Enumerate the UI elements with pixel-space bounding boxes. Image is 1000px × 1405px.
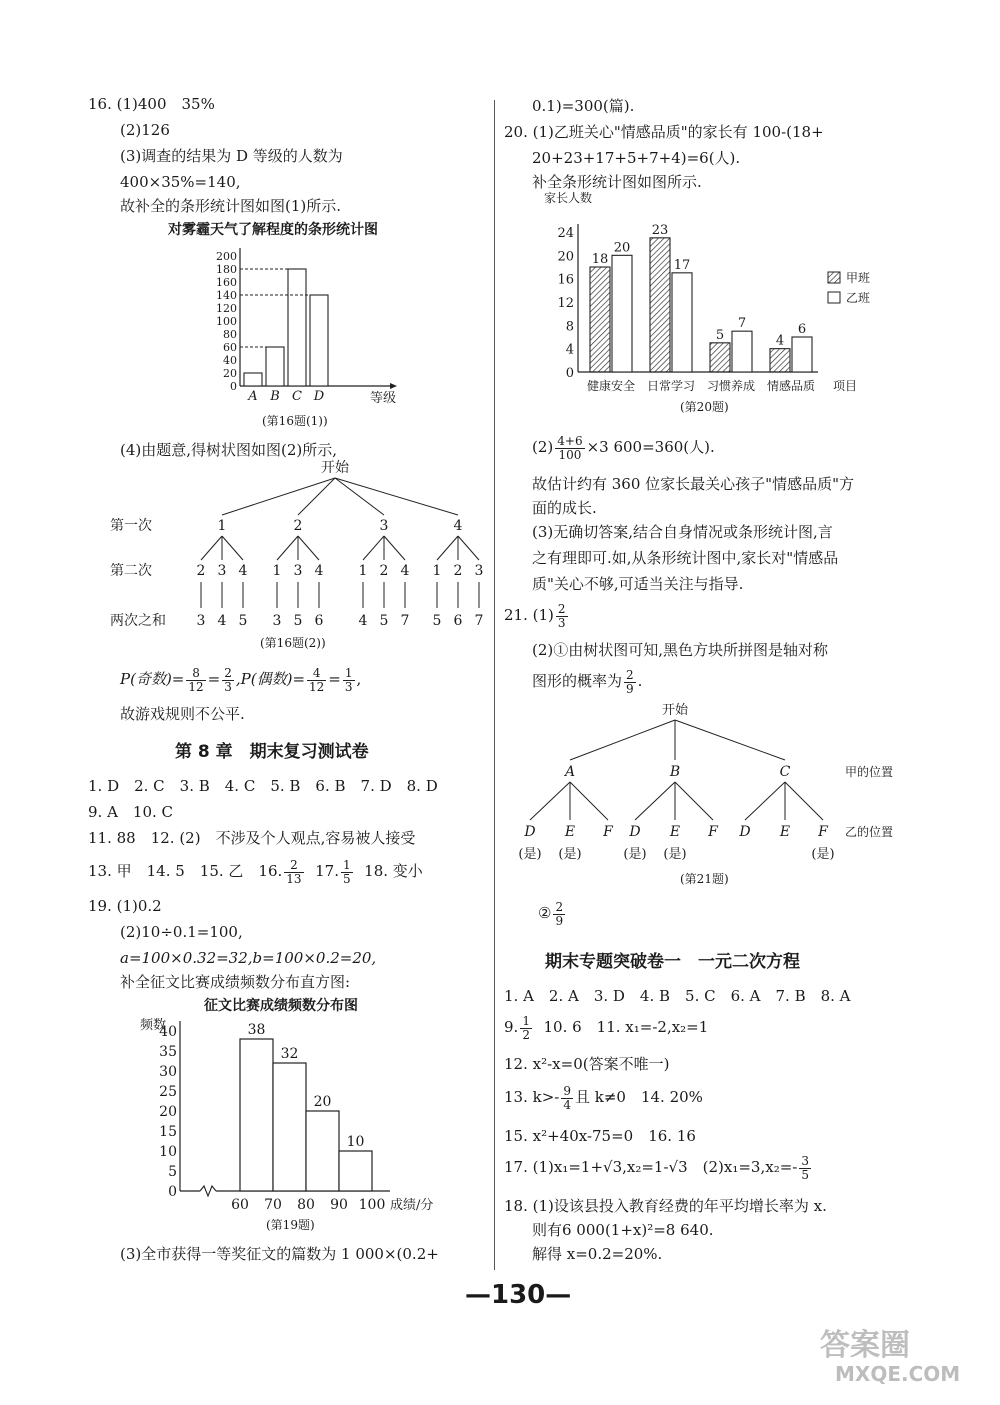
q16-line1: 16. (1)400 35% bbox=[88, 95, 215, 113]
tree21-svg bbox=[510, 700, 930, 870]
tree21-branch bbox=[570, 720, 675, 760]
y-tick-label: 8 bbox=[565, 319, 574, 335]
bar-value-label: 10 bbox=[346, 1134, 365, 1150]
x-tick-label: 习惯养成 bbox=[706, 379, 756, 393]
tree21-level2: F bbox=[818, 824, 828, 840]
frac-2-9b: $\frac{2}{9}$ bbox=[555, 899, 564, 928]
q20-line6: (3)无确切答案,结合自身情况或条形统计图,言 bbox=[532, 523, 833, 541]
x-tick-label: 90 bbox=[330, 1197, 348, 1213]
tree21-mark: (是) bbox=[663, 847, 687, 862]
bar-C bbox=[288, 269, 306, 386]
tree21-level1: A bbox=[564, 764, 576, 780]
prob-line: P(奇数)= $\frac{8}{12}$ = $\frac{2}{3}$ ,P(偶数)= $\frac{4}{12}$ = $\frac{1}{3}$ , bbox=[120, 665, 362, 694]
tree21-level1: B bbox=[669, 764, 681, 780]
bar-60-70 bbox=[240, 1039, 273, 1191]
tree21-mark: (是) bbox=[518, 847, 542, 862]
tree16-sub-branch bbox=[222, 536, 243, 560]
x-tick-label: A bbox=[248, 389, 258, 404]
q16-line3: (3)调查的结果为 D 等级的人数为 bbox=[120, 147, 343, 165]
tree16-first: 4 bbox=[453, 518, 463, 534]
sec-answers-5: 15. x²+40x-75=0 16. 16 bbox=[504, 1127, 696, 1145]
tree16-sum: 5 bbox=[432, 613, 442, 629]
tree16-svg bbox=[110, 460, 490, 635]
y-tick-label: 40 bbox=[223, 354, 237, 367]
tree21-root: 开始 bbox=[661, 703, 689, 718]
tree16-sum: 5 bbox=[293, 613, 303, 629]
frac-8-12: $\frac{8}{12}$ bbox=[188, 665, 204, 694]
q21-line4: ② $\frac{2}{9}$ bbox=[538, 899, 564, 928]
y-tick-label: 5 bbox=[168, 1164, 177, 1180]
tree16-sum: 5 bbox=[238, 613, 248, 629]
tree16-sum: 6 bbox=[453, 613, 463, 629]
y-tick-label: 60 bbox=[223, 341, 237, 354]
chart16-title: 对雾霾天气了解程度的条形统计图 bbox=[168, 222, 378, 238]
y-tick-label: 20 bbox=[557, 249, 574, 265]
frac-2-3: $\frac{2}{3}$ bbox=[224, 665, 232, 694]
column-divider bbox=[494, 100, 495, 1270]
q21-line1: 21. (1) $\frac{2}{3}$ bbox=[504, 601, 566, 630]
q19-line4: 补全征文比赛成绩频数分布直方图: bbox=[120, 973, 351, 991]
sec-answers-6: 17. (1)x₁=1+√3,x₂=1-√3 (2)x₁=3,x₂=- $\frac{3}{5}$ bbox=[504, 1153, 809, 1182]
bar-value-label: 23 bbox=[651, 222, 669, 238]
bar-value-label: 6 bbox=[797, 322, 807, 337]
tree16-sum: 3 bbox=[196, 613, 206, 629]
q16-line7: 故游戏规则不公平. bbox=[120, 705, 245, 723]
tree21-level2: E bbox=[564, 824, 576, 840]
hist-caption: (第19题) bbox=[266, 1218, 315, 1232]
y-tick-label: 0 bbox=[565, 366, 574, 381]
bar-乙班-2 bbox=[732, 331, 752, 372]
x-tick-label: 健康安全 bbox=[586, 379, 636, 393]
tree21-sub-branch bbox=[570, 782, 608, 820]
sec-answers-1: 1. A 2. A 3. D 4. B 5. C 6. A 7. B 8. A bbox=[504, 987, 851, 1005]
x-tick-label: 100 bbox=[358, 1197, 386, 1213]
q20-line2: 20+23+17+5+7+4)=6(人). bbox=[532, 149, 741, 167]
q16-line6: (4)由题意,得树状图如图(2)所示, bbox=[120, 441, 338, 459]
tree16-second: 2 bbox=[379, 563, 389, 579]
hist19-svg bbox=[140, 1015, 480, 1225]
bar-value-label: 20 bbox=[613, 240, 631, 256]
p-even-label: ,P(偶数)= bbox=[235, 670, 306, 688]
bar-value-label: 4 bbox=[775, 333, 785, 349]
tree16-second: 1 bbox=[432, 563, 442, 579]
q20-line8: 质"关心不够,可适当关注与指导. bbox=[532, 575, 744, 593]
ch8-answers-1: 1. D 2. C 3. B 4. C 5. B 6. B 7. D 8. D bbox=[88, 777, 438, 795]
tree16-second: 4 bbox=[314, 563, 324, 579]
bar-value-label: 20 bbox=[313, 1094, 332, 1110]
bar-value-label: 38 bbox=[247, 1022, 266, 1038]
tree16-sum: 7 bbox=[400, 613, 410, 629]
tree16-sub-branch bbox=[201, 536, 222, 560]
frac-4plus6-100: $\frac{4+6}{100}$ bbox=[557, 433, 583, 462]
tree16-sum: 3 bbox=[272, 613, 282, 629]
tree16-sum: 7 bbox=[474, 613, 484, 629]
x-axis-label: 等级 bbox=[370, 391, 397, 406]
bar-D bbox=[310, 295, 328, 386]
x-tick-label: 80 bbox=[297, 1197, 315, 1213]
bar-value-label: 7 bbox=[737, 316, 747, 332]
bar-A bbox=[244, 373, 262, 386]
frac-1-2: $\frac{1}{2}$ bbox=[522, 1013, 530, 1042]
tree16-sum: 6 bbox=[314, 613, 324, 629]
tree21-sub-branch bbox=[785, 782, 823, 820]
tree21-level1-label: 甲的位置 bbox=[845, 765, 894, 779]
x-tick-label: C bbox=[292, 389, 302, 404]
frac-1-3: $\frac{1}{3}$ bbox=[344, 665, 353, 694]
tree16-sub-branch bbox=[363, 536, 384, 560]
tree21-sub-branch bbox=[635, 782, 675, 820]
watermark-logo: 答案圈 bbox=[820, 1328, 910, 1363]
q21-line3: 图形的概率为 $\frac{2}{9}$ . bbox=[532, 667, 643, 696]
tree21-level2-label: 乙的位置 bbox=[845, 825, 894, 839]
y-tick-label: 15 bbox=[159, 1124, 177, 1140]
tree16-sum: 4 bbox=[358, 613, 368, 629]
bar-value-label: 17 bbox=[673, 257, 691, 273]
tree21-level2: E bbox=[779, 824, 791, 840]
x-axis-arrow bbox=[390, 383, 397, 389]
x-tick-label: D bbox=[313, 389, 325, 404]
y-tick-label: 120 bbox=[216, 302, 237, 315]
tree21-branch bbox=[675, 720, 785, 760]
y-tick-label: 24 bbox=[557, 226, 574, 241]
frac-4-12: $\frac{4}{12}$ bbox=[309, 665, 325, 694]
section-heading: 期末专题突破卷一 一元二次方程 bbox=[545, 952, 800, 972]
y-tick-label: 35 bbox=[159, 1044, 177, 1060]
y-tick-label: 180 bbox=[216, 263, 237, 276]
sec-answers-9: 解得 x=0.2=20%. bbox=[532, 1245, 663, 1263]
q20-line4: 故估计约有 360 位家长最关心孩子"情感品质"方 bbox=[532, 475, 854, 493]
y-tick-label: 200 bbox=[216, 250, 237, 263]
tree16-sub-branch bbox=[277, 536, 298, 560]
sec-answers-4: 13. k>- $\frac{9}{4}$ 且 k≠0 14. 20% bbox=[504, 1083, 703, 1112]
x-axis-label: 成绩/分 bbox=[390, 1198, 434, 1213]
frac-3-5: $\frac{3}{5}$ bbox=[801, 1153, 809, 1182]
sec-answers-3: 12. x²-x=0(答案不唯一) bbox=[504, 1055, 670, 1073]
x-tick-label: B bbox=[270, 389, 280, 404]
tree16-second: 1 bbox=[272, 563, 282, 579]
bar-80-90 bbox=[306, 1111, 339, 1191]
q16-line4: 400×35%=140, bbox=[120, 173, 241, 191]
q19-line3: a=100×0.32=32,b=100×0.2=20, bbox=[120, 949, 377, 967]
q20-line7: 之有理即可.如,从条形统计图中,家长对"情感品 bbox=[532, 549, 839, 567]
q19-line5: (3)全市获得一等奖征文的篇数为 1 000×(0.2+ bbox=[120, 1245, 439, 1263]
y-axis-label: 家长人数 bbox=[544, 191, 593, 205]
frac-2-9a: $\frac{2}{9}$ bbox=[626, 667, 634, 696]
legend-label: 甲班 bbox=[846, 271, 871, 285]
bar-B bbox=[266, 347, 284, 386]
q20-line5: 面的成长. bbox=[532, 499, 597, 517]
sec-answers-2: 9. $\frac{1}{2}$ 10. 6 11. x₁=-2,x₂=1 bbox=[504, 1013, 709, 1042]
r-line1: 0.1)=300(篇). bbox=[532, 97, 635, 115]
tree16-caption: (第16题(2)) bbox=[260, 636, 326, 650]
y-tick-label: 100 bbox=[216, 315, 237, 328]
q21-line2: (2)①由树状图可知,黑色方块所拼图是轴对称 bbox=[532, 641, 829, 659]
tree21-level2: F bbox=[708, 824, 718, 840]
tree21-sub-branch bbox=[530, 782, 570, 820]
bar-甲班-2 bbox=[710, 343, 730, 372]
tree16-sub-branch bbox=[458, 536, 479, 560]
legend-swatch bbox=[828, 272, 840, 283]
y-tick-label: 20 bbox=[159, 1104, 177, 1120]
tree16-second: 2 bbox=[453, 563, 463, 579]
tree16-first: 3 bbox=[379, 518, 389, 534]
tree21-level2: D bbox=[739, 824, 751, 840]
q19-line1: 19. (1)0.2 bbox=[88, 897, 162, 915]
tree21-mark: (是) bbox=[811, 847, 835, 862]
q16-line5: 故补全的条形统计图如图(1)所示. bbox=[120, 197, 342, 215]
q20-line3: 补全条形统计图如图所示. bbox=[532, 173, 702, 191]
y-tick-label: 30 bbox=[159, 1064, 177, 1080]
tree16-branch bbox=[222, 478, 335, 515]
tree21-mark: (是) bbox=[558, 847, 582, 862]
tree21-sub-branch bbox=[675, 782, 713, 820]
ch8-answers-2: 9. A 10. C bbox=[88, 803, 174, 821]
tree21-sub-branch bbox=[745, 782, 785, 820]
axis-break bbox=[200, 1186, 216, 1196]
x-tick-label: 70 bbox=[264, 1197, 282, 1213]
x-tick-label: 日常学习 bbox=[646, 379, 696, 393]
y-tick-label: 20 bbox=[223, 367, 237, 380]
bar-90-100 bbox=[339, 1151, 372, 1191]
tree16-sum: 5 bbox=[379, 613, 389, 629]
bar-乙班-1 bbox=[672, 273, 692, 372]
tree21-level1: C bbox=[779, 764, 791, 780]
frac-1-5: $\frac{1}{5}$ bbox=[342, 857, 351, 886]
q20-calc: (2) $\frac{4+6}{100}$ ×3 600=360(人). bbox=[532, 433, 715, 462]
tree16-second: 2 bbox=[196, 563, 206, 579]
page-number: —130— bbox=[465, 1280, 572, 1310]
legend-label: 乙班 bbox=[846, 291, 871, 305]
y-axis-label: 频数 bbox=[140, 1018, 167, 1033]
chart16-svg bbox=[200, 240, 420, 420]
tree16-row3-label: 两次之和 bbox=[110, 613, 166, 629]
frac-9-4: $\frac{9}{4}$ bbox=[563, 1083, 571, 1112]
y-tick-label: 160 bbox=[216, 276, 237, 289]
frac-2-3b: $\frac{2}{3}$ bbox=[557, 601, 566, 630]
tree16-branch bbox=[335, 478, 384, 515]
chart20-svg bbox=[540, 192, 880, 397]
chart20-caption: (第20题) bbox=[680, 400, 729, 414]
bar-value-label: 32 bbox=[280, 1046, 299, 1062]
bar-甲班-0 bbox=[590, 267, 610, 372]
tree21-mark: (是) bbox=[623, 847, 647, 862]
sec-answers-7: 18. (1)设该县投入教育经费的年平均增长率为 x. bbox=[504, 1197, 827, 1215]
p-odd-label: P(奇数)= bbox=[120, 670, 185, 688]
tree16-sub-branch bbox=[437, 536, 458, 560]
bar-乙班-3 bbox=[792, 337, 812, 372]
tree21-level2: D bbox=[629, 824, 641, 840]
sec-answers-8: 则有6 000(1+x)²=8 640. bbox=[532, 1221, 714, 1239]
tree21-level2: F bbox=[603, 824, 613, 840]
y-tick-label: 80 bbox=[223, 328, 237, 341]
frac-2-13: $\frac{2}{13}$ bbox=[286, 857, 302, 886]
tree16-first: 2 bbox=[293, 518, 303, 534]
bar-甲班-1 bbox=[650, 238, 670, 372]
tree16-sub-branch bbox=[384, 536, 405, 560]
ch8-answers-3: 11. 88 12. (2) 不涉及个人观点,容易被人接受 bbox=[88, 829, 416, 847]
bar-70-80 bbox=[273, 1063, 306, 1191]
bar-乙班-0 bbox=[612, 255, 632, 372]
tree16-second: 4 bbox=[400, 563, 410, 579]
y-tick-label: 4 bbox=[565, 342, 574, 358]
q20-line1: 20. (1)乙班关心"情感品质"的家长有 100-(18+ bbox=[504, 123, 824, 141]
tree21-caption: (第21题) bbox=[680, 872, 729, 886]
bar-甲班-3 bbox=[770, 349, 790, 372]
y-tick-label: 12 bbox=[557, 296, 574, 311]
q19-line2: (2)10÷0.1=100, bbox=[120, 923, 243, 941]
tree16-root: 开始 bbox=[321, 460, 349, 476]
ch8-answers-4: 13. 甲 14. 5 15. 乙 16. $\frac{2}{13}$ 17. $\frac{1}{5}$ 18. 变小 bbox=[88, 857, 423, 886]
tree21-level2: D bbox=[524, 824, 536, 840]
x-tick-label: 情感品质 bbox=[766, 379, 816, 393]
chart16-caption: (第16题(1)) bbox=[262, 414, 328, 428]
y-tick-label: 10 bbox=[159, 1144, 177, 1160]
tree16-second: 4 bbox=[238, 563, 248, 579]
y-tick-label: 25 bbox=[159, 1084, 177, 1100]
tree16-second: 3 bbox=[293, 563, 303, 579]
tree16-second: 3 bbox=[474, 563, 484, 579]
legend-swatch bbox=[828, 292, 840, 303]
tree16-second: 1 bbox=[358, 563, 368, 579]
y-tick-label: 40 bbox=[159, 1024, 177, 1040]
tree16-row2-label: 第二次 bbox=[110, 563, 152, 579]
tree16-branch bbox=[335, 478, 458, 515]
y-tick-label: 16 bbox=[557, 272, 574, 288]
watermark-url: MXQE.COM bbox=[835, 1362, 961, 1386]
x-tick-label: 60 bbox=[231, 1197, 249, 1213]
y-tick-label: 0 bbox=[230, 380, 237, 393]
q16-line2: (2)126 bbox=[120, 121, 170, 139]
ch8-heading: 第 8 章 期末复习测试卷 bbox=[175, 742, 369, 762]
bar-value-label: 5 bbox=[715, 327, 725, 343]
y-tick-label: 0 bbox=[168, 1184, 177, 1200]
tree16-second: 3 bbox=[217, 563, 227, 579]
tree16-row1-label: 第一次 bbox=[110, 518, 152, 534]
tree16-first: 1 bbox=[217, 518, 227, 534]
y-tick-label: 140 bbox=[216, 289, 237, 302]
hist-title: 征文比赛成绩频数分布图 bbox=[204, 998, 358, 1014]
tree16-sum: 4 bbox=[217, 613, 227, 629]
tree21-level2: E bbox=[669, 824, 681, 840]
x-axis-label: 项目 bbox=[833, 379, 858, 393]
tree16-sub-branch bbox=[298, 536, 319, 560]
bar-value-label: 18 bbox=[591, 252, 609, 267]
